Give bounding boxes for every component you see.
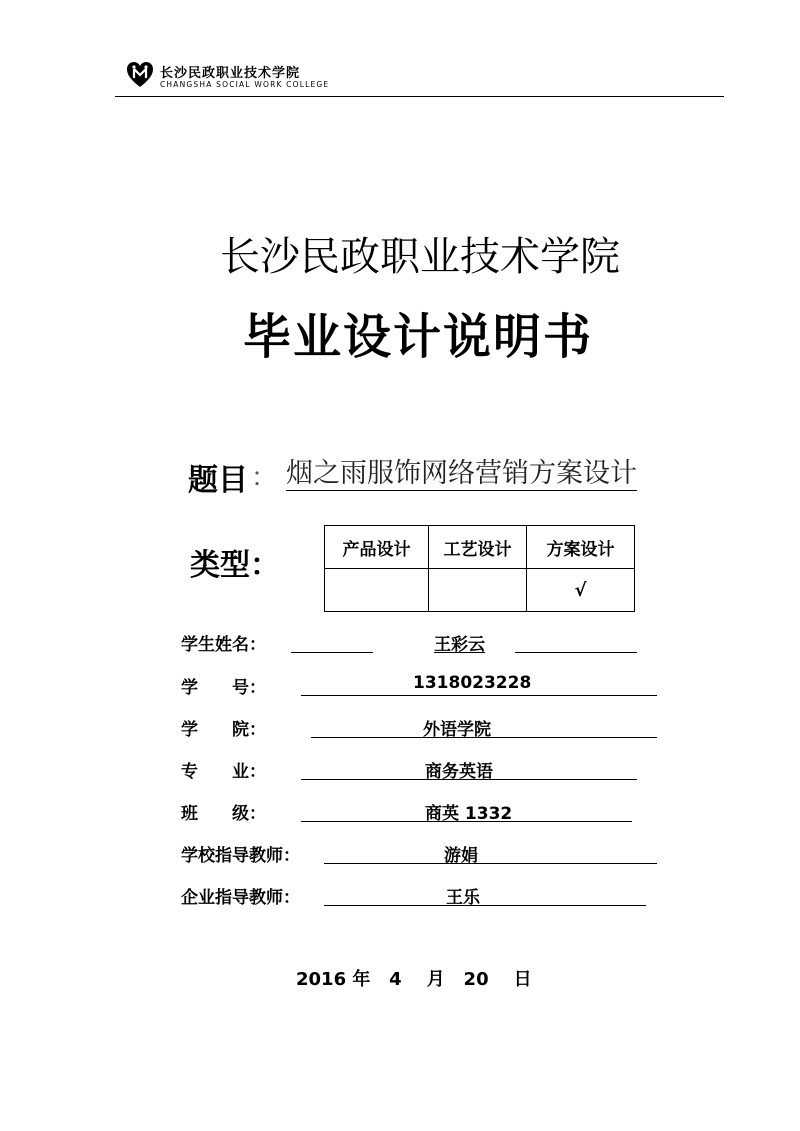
student-id-value: 1318023228 <box>413 673 532 693</box>
college-name-en: CHANGSHA SOCIAL WORK COLLEGE <box>160 80 330 89</box>
company-advisor-value: 王乐 <box>446 888 480 908</box>
type-mark-product <box>325 569 429 612</box>
school-value: 外语学院 <box>423 720 491 740</box>
school-label: 学 院： <box>181 720 266 740</box>
major-value: 商务英语 <box>425 762 493 782</box>
company-advisor-label: 企业指导教师： <box>181 888 300 908</box>
school-advisor-value: 游娟 <box>444 846 478 866</box>
type-col-craft: 工艺设计 <box>429 526 527 569</box>
student-id-label: 学 号： <box>181 678 266 698</box>
student-name-underline-b <box>515 630 637 653</box>
school-advisor-label: 学校指导教师： <box>181 846 300 866</box>
topic-value: 烟之雨服饰网络营销方案设计 <box>286 458 637 489</box>
type-label: 类型： <box>190 548 280 583</box>
class-value: 商英 1332 <box>425 804 513 824</box>
company-advisor-underline <box>324 883 646 906</box>
topic-colon: ： <box>251 463 278 493</box>
class-label: 班 级： <box>181 804 266 824</box>
type-col-plan: 方案设计 <box>527 526 635 569</box>
type-mark-craft <box>429 569 527 612</box>
student-name-value: 王彩云 <box>434 630 485 653</box>
school-title: 长沙民政职业技术学院 <box>220 234 620 280</box>
page-header <box>115 58 724 97</box>
type-mark-plan: √ <box>527 569 635 612</box>
student-name-underline-a <box>291 630 373 653</box>
college-name-cn: 长沙民政职业技术学院 <box>160 66 301 81</box>
type-table <box>324 525 635 612</box>
topic-label: 题目 <box>188 463 248 498</box>
school-advisor-underline <box>324 841 657 864</box>
college-logo-icon <box>125 60 155 90</box>
major-label: 专 业： <box>181 762 266 782</box>
document-title: 毕业设计说明书 <box>242 309 593 365</box>
date: 2016 年 4 月 20 日 <box>296 969 532 990</box>
student-name-label: 学生姓名： <box>181 635 266 655</box>
type-col-product: 产品设计 <box>325 526 429 569</box>
